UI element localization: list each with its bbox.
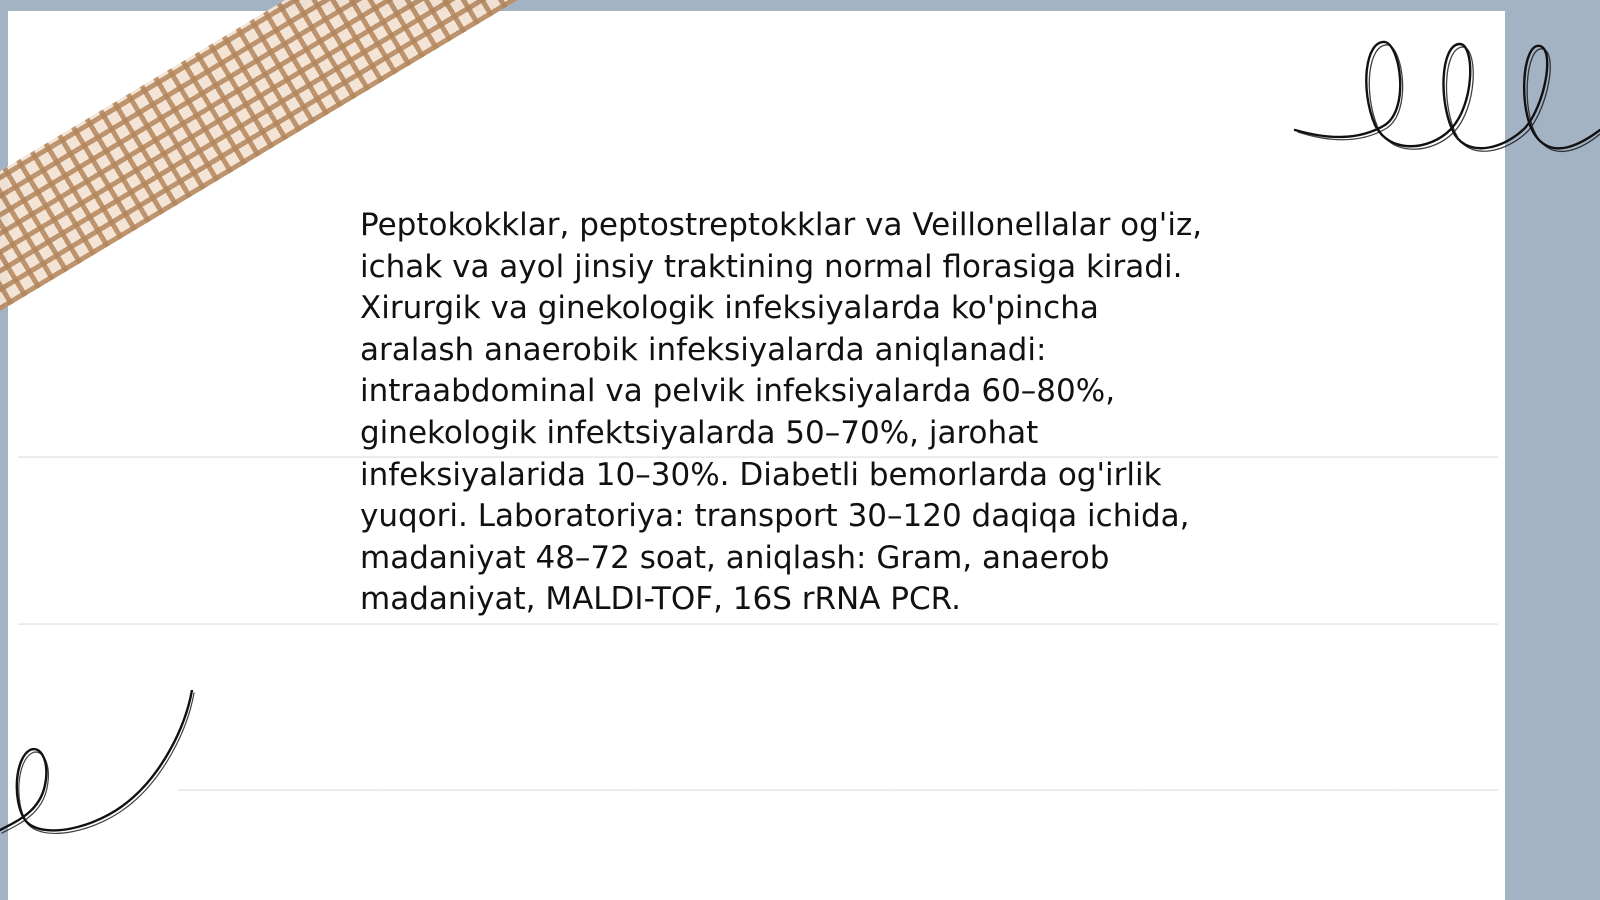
ruled-line [178, 789, 1498, 791]
curl-scribble-icon [0, 690, 200, 850]
body-paragraph: Peptokokklar, peptostreptokklar va Veillonellalar og'iz, ichak va ayol jinsiy traktining normal florasiga kiradi. Xirurgik va ginekologik infeksiyalarda ko'pincha aralash anaerobik infeksiyalarda aniqlanadi: intraabdominal va pelvik infeksiyalarda 60–80%, ginekologik infektsiyalarda 50–70%, jarohat infeksiyalarida 10–30%. Diabetli bemorlarda og'irlik yuqori. Laboratoriya: transport 30–120 daqiqa ichida, madaniyat 48–72 soat, aniqlash: Gram, anaerob madaniyat, MALDI-TOF, 16S rRNA PCR. [360, 207, 1203, 618]
loop-scribble-icon [1290, 30, 1600, 170]
ruled-line [18, 623, 1498, 625]
